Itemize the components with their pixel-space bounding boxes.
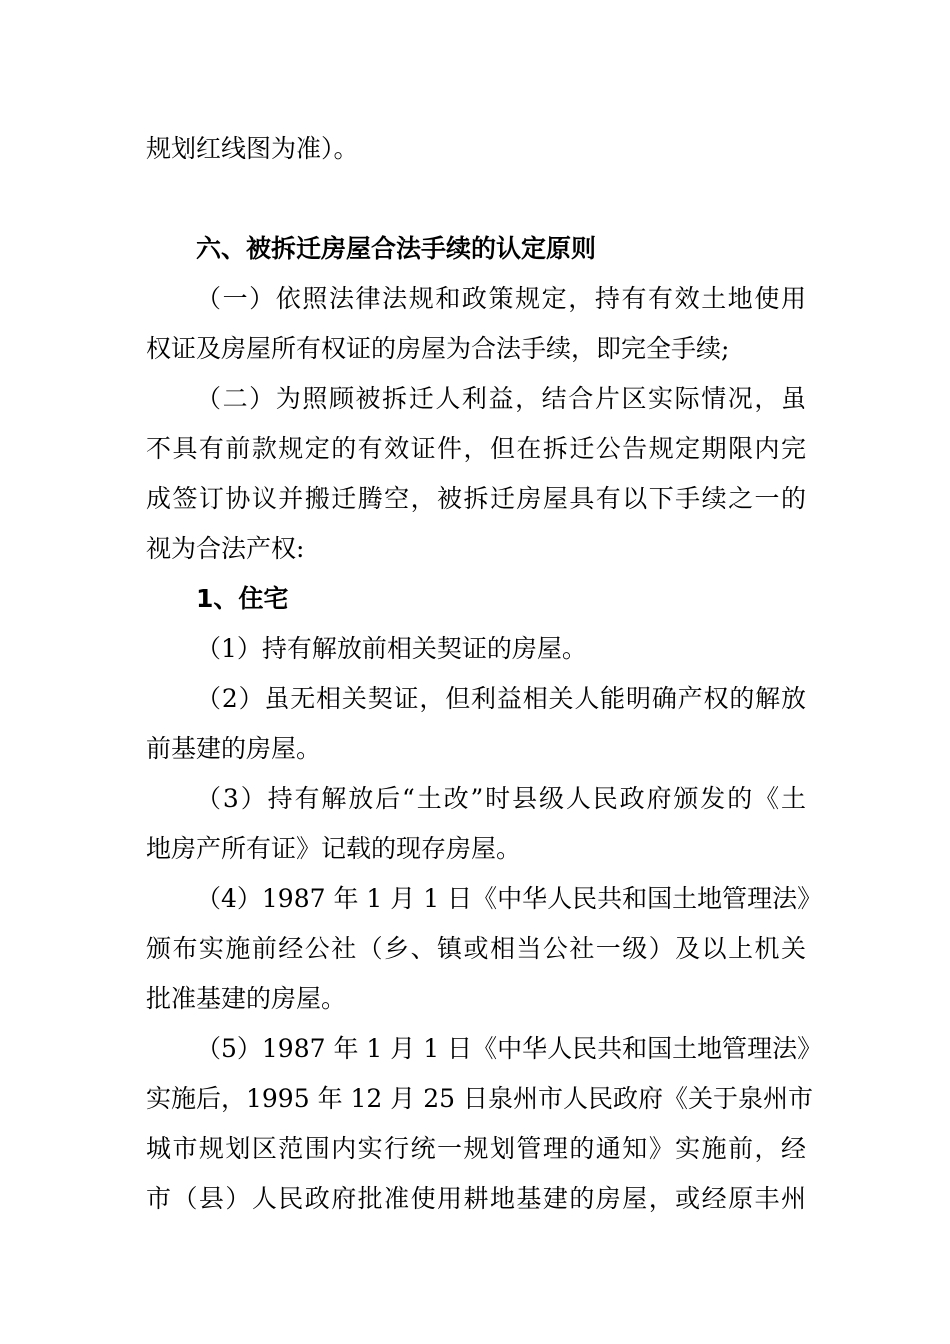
paragraph-line: （3）持有解放后“土改”时县级人民政府颁发的《土 xyxy=(196,784,806,813)
paragraph-line: 权证及房屋所有权证的房屋为合法手续，即完全手续; xyxy=(146,334,730,363)
paragraph-line: 视为合法产权: xyxy=(146,534,305,563)
paragraph-line: （2）虽无相关契证，但利益相关人能明确产权的解放 xyxy=(196,684,806,713)
paragraph-line: 地房产所有证》记载的现存房屋。 xyxy=(146,834,522,863)
paragraph-line: 不具有前款规定的有效证件，但在拆迁公告规定期限内完 xyxy=(146,434,806,463)
paragraph-line: （一）依照法律法规和政策规定，持有有效土地使用 xyxy=(196,284,806,313)
paragraph-line: （1）持有解放前相关契证的房屋。 xyxy=(196,634,587,663)
paragraph-line: 规划红线图为准）。 xyxy=(146,134,359,163)
paragraph-line: 市（县）人民政府批准使用耕地基建的房屋，或经原丰州 xyxy=(146,1184,806,1213)
paragraph-line: 前基建的房屋。 xyxy=(146,734,322,763)
paragraph-line: 实施后，1995 年 12 月 25 日泉州市人民政府《关于泉州市 xyxy=(146,1084,813,1113)
paragraph-line: 颁布实施前经公社（乡、镇或相当公社一级）及以上机关 xyxy=(146,934,806,963)
paragraph-line: 成签订协议并搬迁腾空，被拆迁房屋具有以下手续之一的 xyxy=(146,484,806,513)
subsection-heading: 1、住宅 xyxy=(196,584,289,613)
paragraph-line: （二）为照顾被拆迁人利益，结合片区实际情况，虽 xyxy=(196,384,806,413)
paragraph-line: （4）1987 年 1 月 1 日《中华人民共和国土地管理法》 xyxy=(196,884,823,913)
section-heading: 六、被拆迁房屋合法手续的认定原则 xyxy=(196,234,597,263)
paragraph-line: 城市规划区范围内实行统一规划管理的通知》实施前，经 xyxy=(146,1134,806,1163)
paragraph-line: （5）1987 年 1 月 1 日《中华人民共和国土地管理法》 xyxy=(196,1034,823,1063)
paragraph-line: 批准基建的房屋。 xyxy=(146,984,347,1013)
